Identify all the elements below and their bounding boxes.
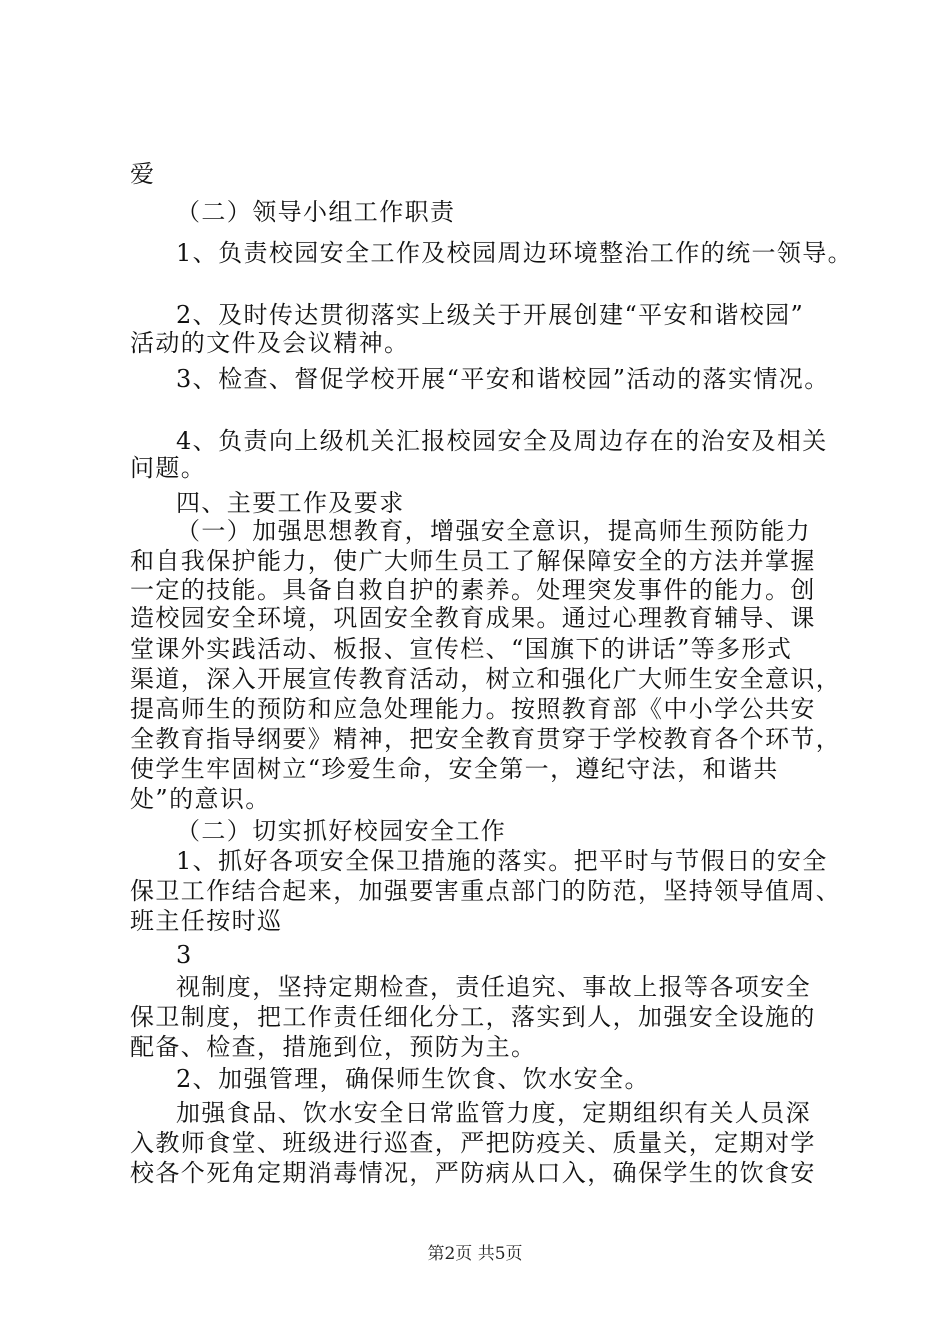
text-line: 一定的技能。具备自救自护的素养。处理突发事件的能力。创 xyxy=(130,576,816,604)
text-line: （一）加强思想教育，增强安全意识，提高师生预防能力 xyxy=(176,517,811,545)
text-line: 3、检查、督促学校开展“平安和谐校园”活动的落实情况。 xyxy=(176,365,830,393)
text-line: 问题。 xyxy=(130,454,207,482)
text-line: 处”的意识。 xyxy=(130,785,271,813)
text-line: 配备、检查，措施到位，预防为主。 xyxy=(130,1033,537,1061)
text-line: 使学生牢固树立“珍爱生命，安全第一，遵纪守法，和谐共 xyxy=(130,755,779,783)
text-line: 校各个死角定期消毒情况，严防病从口入，确保学生的饮食安 xyxy=(130,1159,816,1187)
text-line: 4、负责向上级机关汇报校园安全及周边存在的治安及相关 xyxy=(176,427,828,455)
text-line: 2、及时传达贯彻落实上级关于开展创建“平安和谐校园” xyxy=(176,301,805,329)
section-heading: 四、主要工作及要求 xyxy=(176,489,405,517)
text-line: 堂课外实践活动、板报、宣传栏、“国旗下的讲话”等多形式 xyxy=(130,635,793,663)
text-line: 保卫制度，把工作责任细化分工，落实到人，加强安全设施的 xyxy=(130,1003,816,1031)
text-line: 视制度，坚持定期检查，责任追究、事故上报等各项安全 xyxy=(176,973,811,1001)
page-footer: 第2页 共5页 xyxy=(427,1244,523,1264)
section-heading: （二）领导小组工作职责 xyxy=(176,198,456,226)
text-line: 全教育指导纲要》精神，把安全教育贯穿于学校教育各个环节， xyxy=(130,725,842,753)
text-line: 保卫工作结合起来，加强要害重点部门的防范，坚持领导值周、 xyxy=(130,877,842,905)
text-line: 提高师生的预防和应急处理能力。按照教育部《中小学公共安 xyxy=(130,695,816,723)
text-line: 爱 xyxy=(130,160,156,188)
text-line: 班主任按时巡 xyxy=(130,907,283,935)
section-heading: （二）切实抓好校园安全工作 xyxy=(176,817,507,845)
text-line: 和自我保护能力，使广大师生员工了解保障安全的方法并掌握 xyxy=(130,547,816,575)
text-line: 1、抓好各项安全保卫措施的落实。把平时与节假日的安全 xyxy=(176,847,828,875)
text-line: 2、加强管理，确保师生饮食、饮水安全。 xyxy=(176,1065,650,1093)
text-line: 渠道，深入开展宣传教育活动，树立和强化广大师生安全意识， xyxy=(130,665,842,693)
page-number-inline: 3 xyxy=(176,941,193,969)
text-line: 造校园安全环境，巩固安全教育成果。通过心理教育辅导、课 xyxy=(130,604,816,632)
text-line: 活动的文件及会议精神。 xyxy=(130,329,410,357)
text-line: 1、负责校园安全工作及校园周边环境整治工作的统一领导。 xyxy=(176,239,854,267)
text-line: 入教师食堂、班级进行巡查，严把防疫关、质量关，定期对学 xyxy=(130,1129,816,1157)
text-line: 加强食品、饮水安全日常监管力度，定期组织有关人员深 xyxy=(176,1099,811,1127)
